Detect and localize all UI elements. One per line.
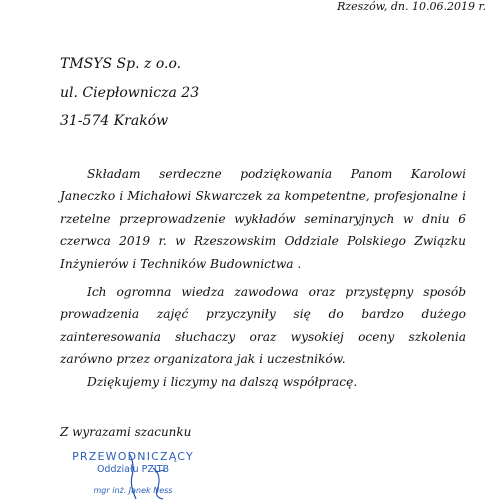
closing-phrase: Z wyrazami szacunku (60, 425, 192, 439)
recipient-city: 31-574 Kraków (60, 113, 169, 129)
stamp-title: PRZEWODNICZĄCY (72, 450, 194, 463)
paragraph-thanks: Składam serdeczne podziękowania Panom Karolowi Janeczko i Michałowi Skwarczek za kompetentne, profesjonalne i rzetelne przeprowadzenie wykładów seminaryjnych w dniu 6 czerwca 2019 r. w Rzeszowskim Oddziale Polskiego Związku Inżynierów i Techników Budownictwa . (60, 167, 466, 271)
letter-date: Rzeszów, dn. 10.06.2019 r. (337, 0, 486, 13)
paragraph-cooperation: Dziękujemy i liczymy na dalszą współpracę. (87, 374, 358, 389)
stamp-unit: Oddziału PZITB (96, 464, 170, 475)
stamp-signer: mgr inż. Janek Ness (93, 486, 173, 495)
signature-stamp (63, 450, 203, 500)
recipient-street: ul. Ciepłownicza 23 (60, 85, 200, 101)
letter-body (60, 163, 466, 393)
paragraph-knowledge: Ich ogromna wiedza zawodowa oraz przystępny sposób prowadzenia zajęć przyczyniły się do bardzo dużego zainteresowania słuchaczy oraz wysokiej oceny szkolenia zarówno przez organizatora jak i uczestników. (60, 285, 466, 367)
recipient-company: TMSYS Sp. z o.o. (60, 56, 182, 72)
